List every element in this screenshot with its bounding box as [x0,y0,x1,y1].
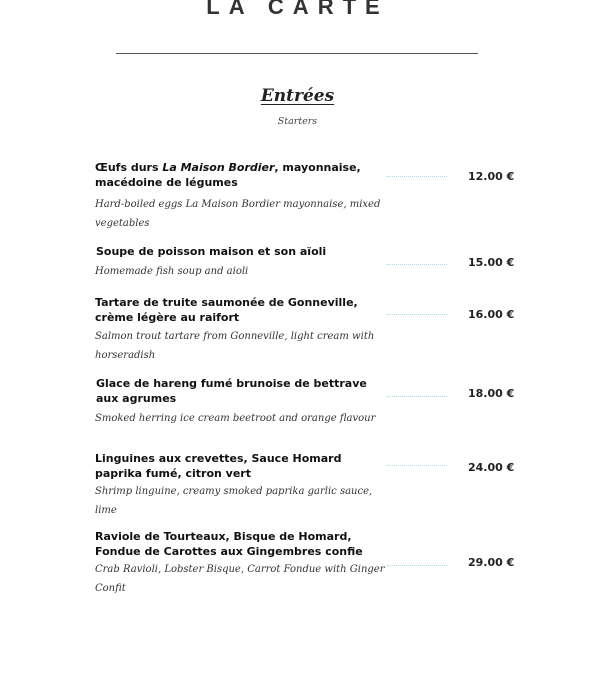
dish-name [95,160,385,190]
dish-description: Smoked herring ice cream beetroot and orange flavour [95,413,376,424]
dish-name: Tartare de truite saumonée de Gonneville, crème légère au raifort [95,296,358,324]
dish-price: 24.00 € [468,461,515,474]
leader-dots [387,264,447,265]
dish-name-part: Œufs durs [95,161,163,174]
dish-description: Shrimp linguine, creamy smoked paprika garlic sauce, lime [95,486,373,516]
dish-name-brand: La Maison Bordier [162,161,275,174]
dish-description: Crab Ravioli, Lobster Bisque, Carrot Fondue with Ginger Confit [95,564,385,594]
dish-description: Homemade fish soup and aioli [95,266,249,277]
dish-price: 29.00 € [468,556,515,569]
page-title: LA CARTE [206,0,389,19]
leader-dots [387,176,447,177]
dish-description: Hard-boiled eggs La Maison Bordier mayonnaise, mixed vegetables [95,199,381,229]
leader-dots [387,396,447,397]
leader-dots [387,465,447,466]
dish-name: Linguines aux crevettes, Sauce Homard paprika fumé, citron vert [95,452,342,480]
section-subtitle: Starters [277,116,318,127]
leader-dots [387,565,447,566]
dish-price: 15.00 € [468,256,515,269]
dish-price: 12.00 € [468,170,515,183]
section-title: Entrées [260,86,335,106]
dish-name: Glace de hareng fumé brunoise de bettrave aux agrumes [96,377,367,405]
leader-dots [387,314,447,315]
dish-name-part: , mayonnaise, macédoine de légumes [95,161,361,189]
dish-name: Raviole de Tourteaux, Bisque de Homard, Fondue de Carottes aux Gingembres confie [95,530,363,558]
dish-description: Salmon trout tartare from Gonneville, light cream with horseradish [95,331,375,361]
title-divider [116,53,478,54]
dish-price: 16.00 € [468,308,515,321]
dish-name: Soupe de poisson maison et son aïoli [96,245,327,258]
dish-price: 18.00 € [468,387,515,400]
